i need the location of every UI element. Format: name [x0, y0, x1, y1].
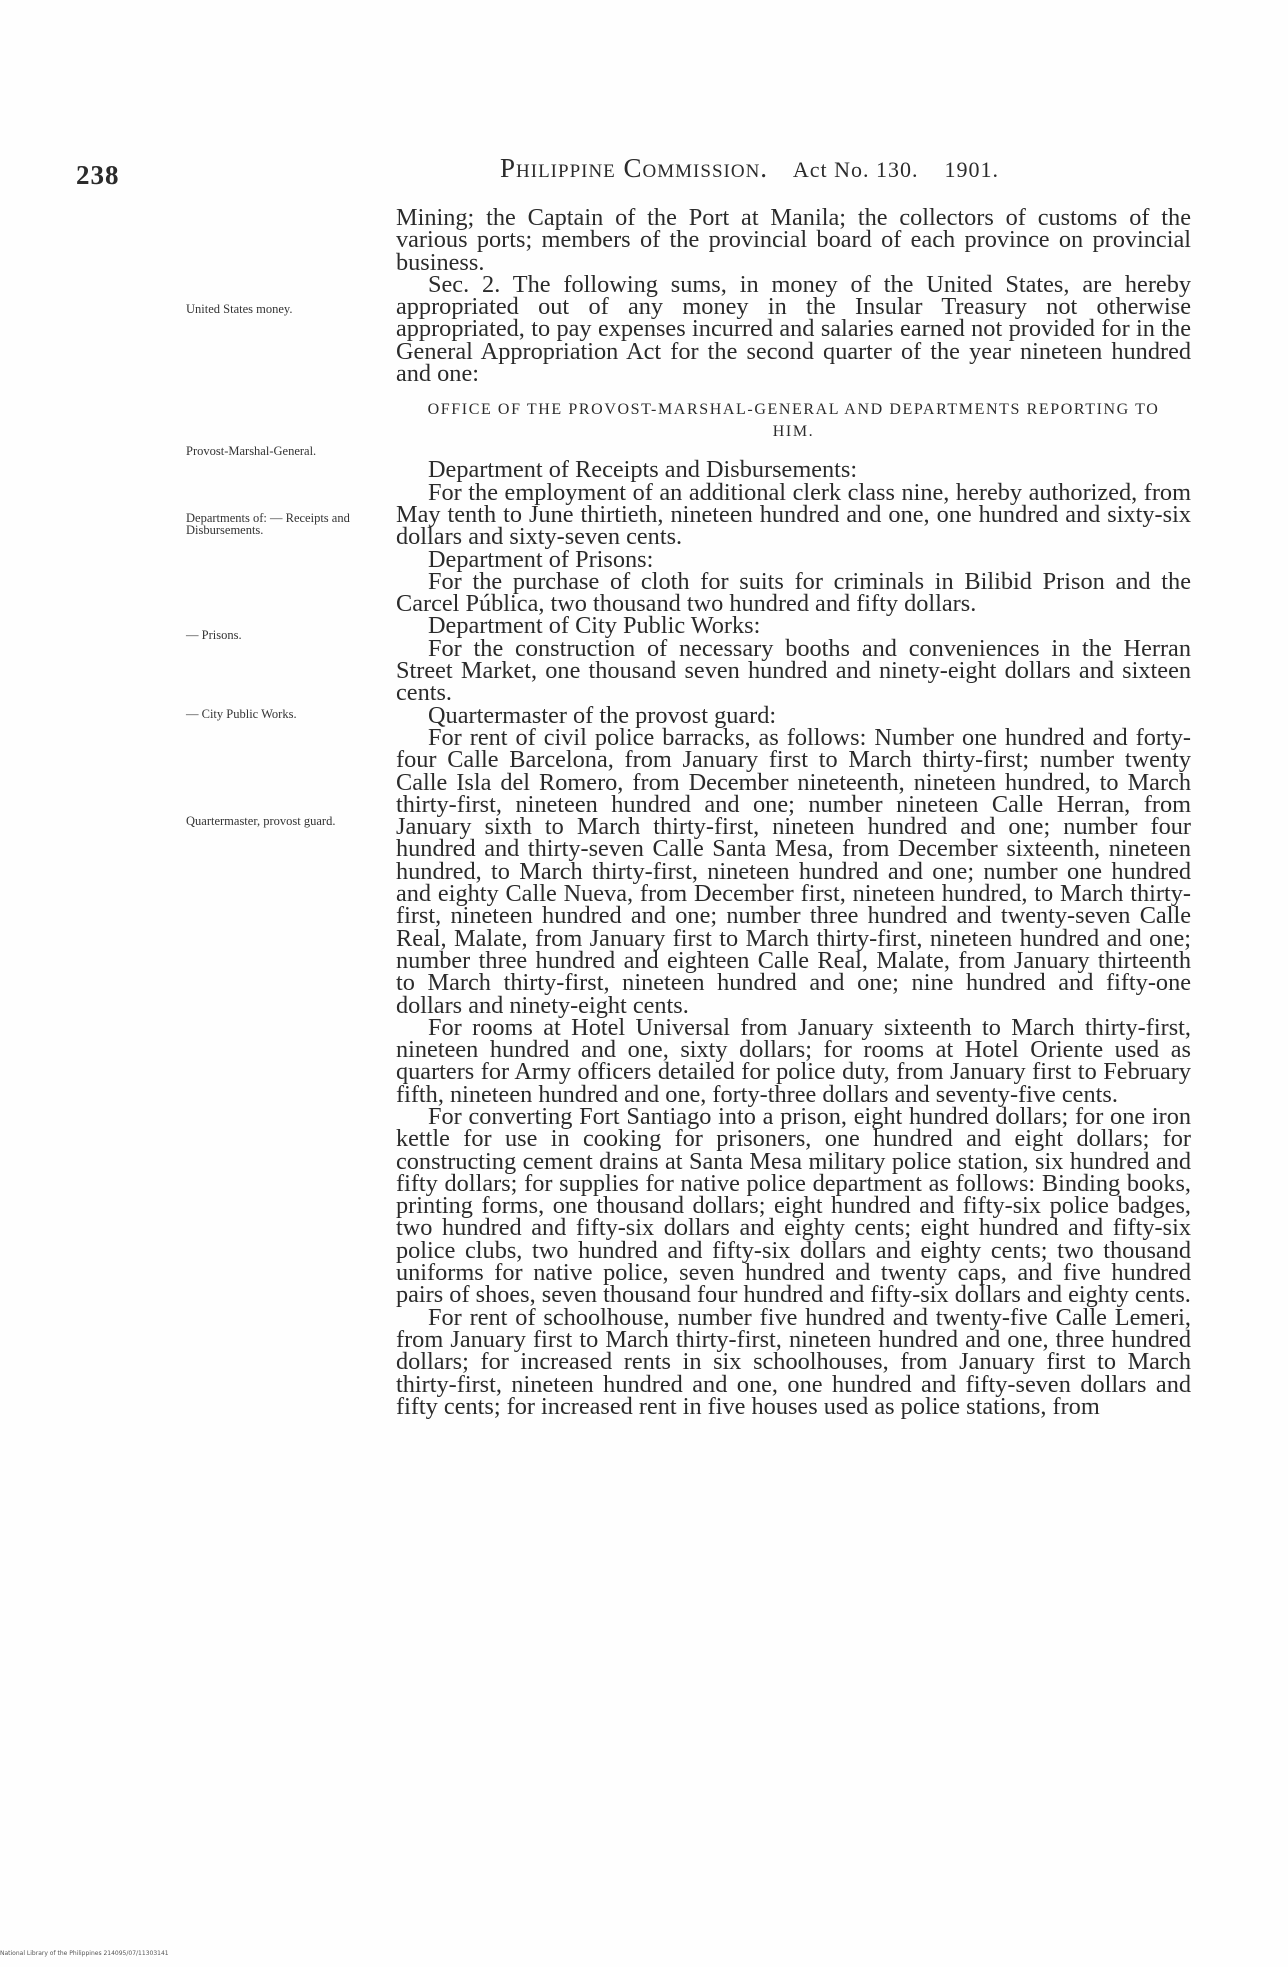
margin-note-prisons: — Prisons. [186, 628, 242, 642]
margin-note-provost-marshal-general: Provost-Marshal-General. [186, 444, 317, 458]
paragraph-hotel: For rooms at Hotel Universal from January sixteenth to March thirty-first, nineteen hundred and one, sixty dollars; for rooms at Hotel Oriente used as quarters for Army officers detailed for police duty, from January first to February fifth, nineteen hundred and one, forty-three dollars and seventy-five cents. [396, 1013, 1191, 1108]
margin-note-city-public-works: — City Public Works. [186, 707, 297, 721]
paragraph-booths: For the construction of necessary booths and conveniences in the Herran Street Market, one thousand seven hundred and ninety-eight dollars and sixteen cents. [396, 634, 1191, 707]
margin-note-departments-receipts: Departments of: — Receipts and Disbursements. [186, 511, 350, 537]
scan-credit: National Library of the Philippines 214095/07/11303141 [0, 1950, 169, 1957]
body-text [396, 204, 1191, 1420]
running-head-year: 1901. [944, 157, 999, 182]
paragraph-barracks: For rent of civil police barracks, as follows: Number one hundred and forty-four Calle Barcelona, from January first to March thirty-first; number twenty Calle Isla del Romero, from December nineteenth, nineteen hundred, to March thirty-first, nineteen hundred and one; number nineteen Calle Herran, from January sixth to March thirty-first, nineteen hundred and one; number four hundred and thirty-seven Calle Santa Mesa, from December sixteenth, nineteen hundred, to March thirty-first, nineteen hundred and one; number one hundred and eighty Calle Nueva, from December first, nineteen hundred, to March thirty-first, nineteen hundred and one; number three hundred and twenty-seven Calle Real, Malate, from January first to March thirty-first, nineteen hundred and one; number three hundred and eighteen Calle Real, Malate, from January thirteenth to March thirty-first, nineteen hundred and one; nine hundred and fifty-one dollars and ninety-eight cents. [396, 723, 1191, 1019]
paragraph-quartermaster: Quartermaster of the provost guard: [428, 701, 777, 729]
running-head-act: Act No. 130. [792, 157, 919, 182]
section-heading: OFFICE OF THE PROVOST-MARSHAL-GENERAL AND DEPARTMENTS REPORTING TO HIM. [427, 401, 1160, 441]
paragraph-fort: For converting Fort Santiago into a prison, eight hundred dollars; for one iron kettle for use in cooking for prisoners, one hundred and eight dollars; for constructing cement drains at Santa Mesa military police station, six hundred and fifty dollars; for supplies for native police department as follows: Binding books, printing forms, one thousand dollars; eight hundred and fifty-six police badges, two hundred and fifty-six dollars and eighty cents; eight hundred and fifty-six police clubs, two hundred and fifty-six dollars and eighty cents; two thousand uniforms for native police, seven hundred and twenty caps, and five hundred pairs of shoes, seven thousand four hundred and fifty-six dollars and eighty cents. [396, 1102, 1191, 1309]
running-head [500, 153, 999, 184]
paragraph-dept-prisons: Department of Prisons: [428, 545, 654, 573]
paragraph-dept-city-works: Department of City Public Works: [428, 612, 761, 640]
paragraph-cloth: For the purchase of cloth for suits for criminals in Bilibid Prison and the Carcel Pública, two thousand two hundred and fifty dollars. [396, 567, 1191, 618]
margin-note-quartermaster: Quartermaster, provost guard. [186, 814, 336, 828]
paragraph-clerk: For the employment of an additional clerk class nine, hereby authorized, from May tenth to June thirtieth, nineteen hundred and one, one hundred and sixty-six dollars and sixty-seven cents. [396, 478, 1191, 551]
paragraph-schoolhouse: For rent of schoolhouse, number five hundred and twenty-five Calle Lemeri, from January first to March thirty-first, nineteen hundred and one, three hundred dollars; for increased rents in six schoolhouses, from January first to March thirty-first, nineteen hundred and one, one hundred and fifty-seven dollars and fifty cents; for increased rent in five houses used as police stations, from [396, 1303, 1191, 1420]
paragraph-dept-receipts: Department of Receipts and Disbursements: [428, 456, 858, 484]
running-head-title: Philippine Commission. [500, 153, 769, 183]
paragraph-section-2: Sec. 2. The following sums, in money of the United States, are hereby appropriated out of any money in the Insular Treasury not otherwise appropriated, to pay expenses incurred and salaries earned not provided for in the General Appropriation Act for the second quarter of the year nineteen hundred and one: [396, 270, 1191, 388]
margin-note-united-states-money: United States money. [186, 302, 293, 316]
paragraph-continuation: Mining; the Captain of the Port at Manila; the collectors of customs of the various ports; members of the provincial board of each province on provincial business. [396, 204, 1191, 276]
page-number: 238 [76, 160, 120, 190]
